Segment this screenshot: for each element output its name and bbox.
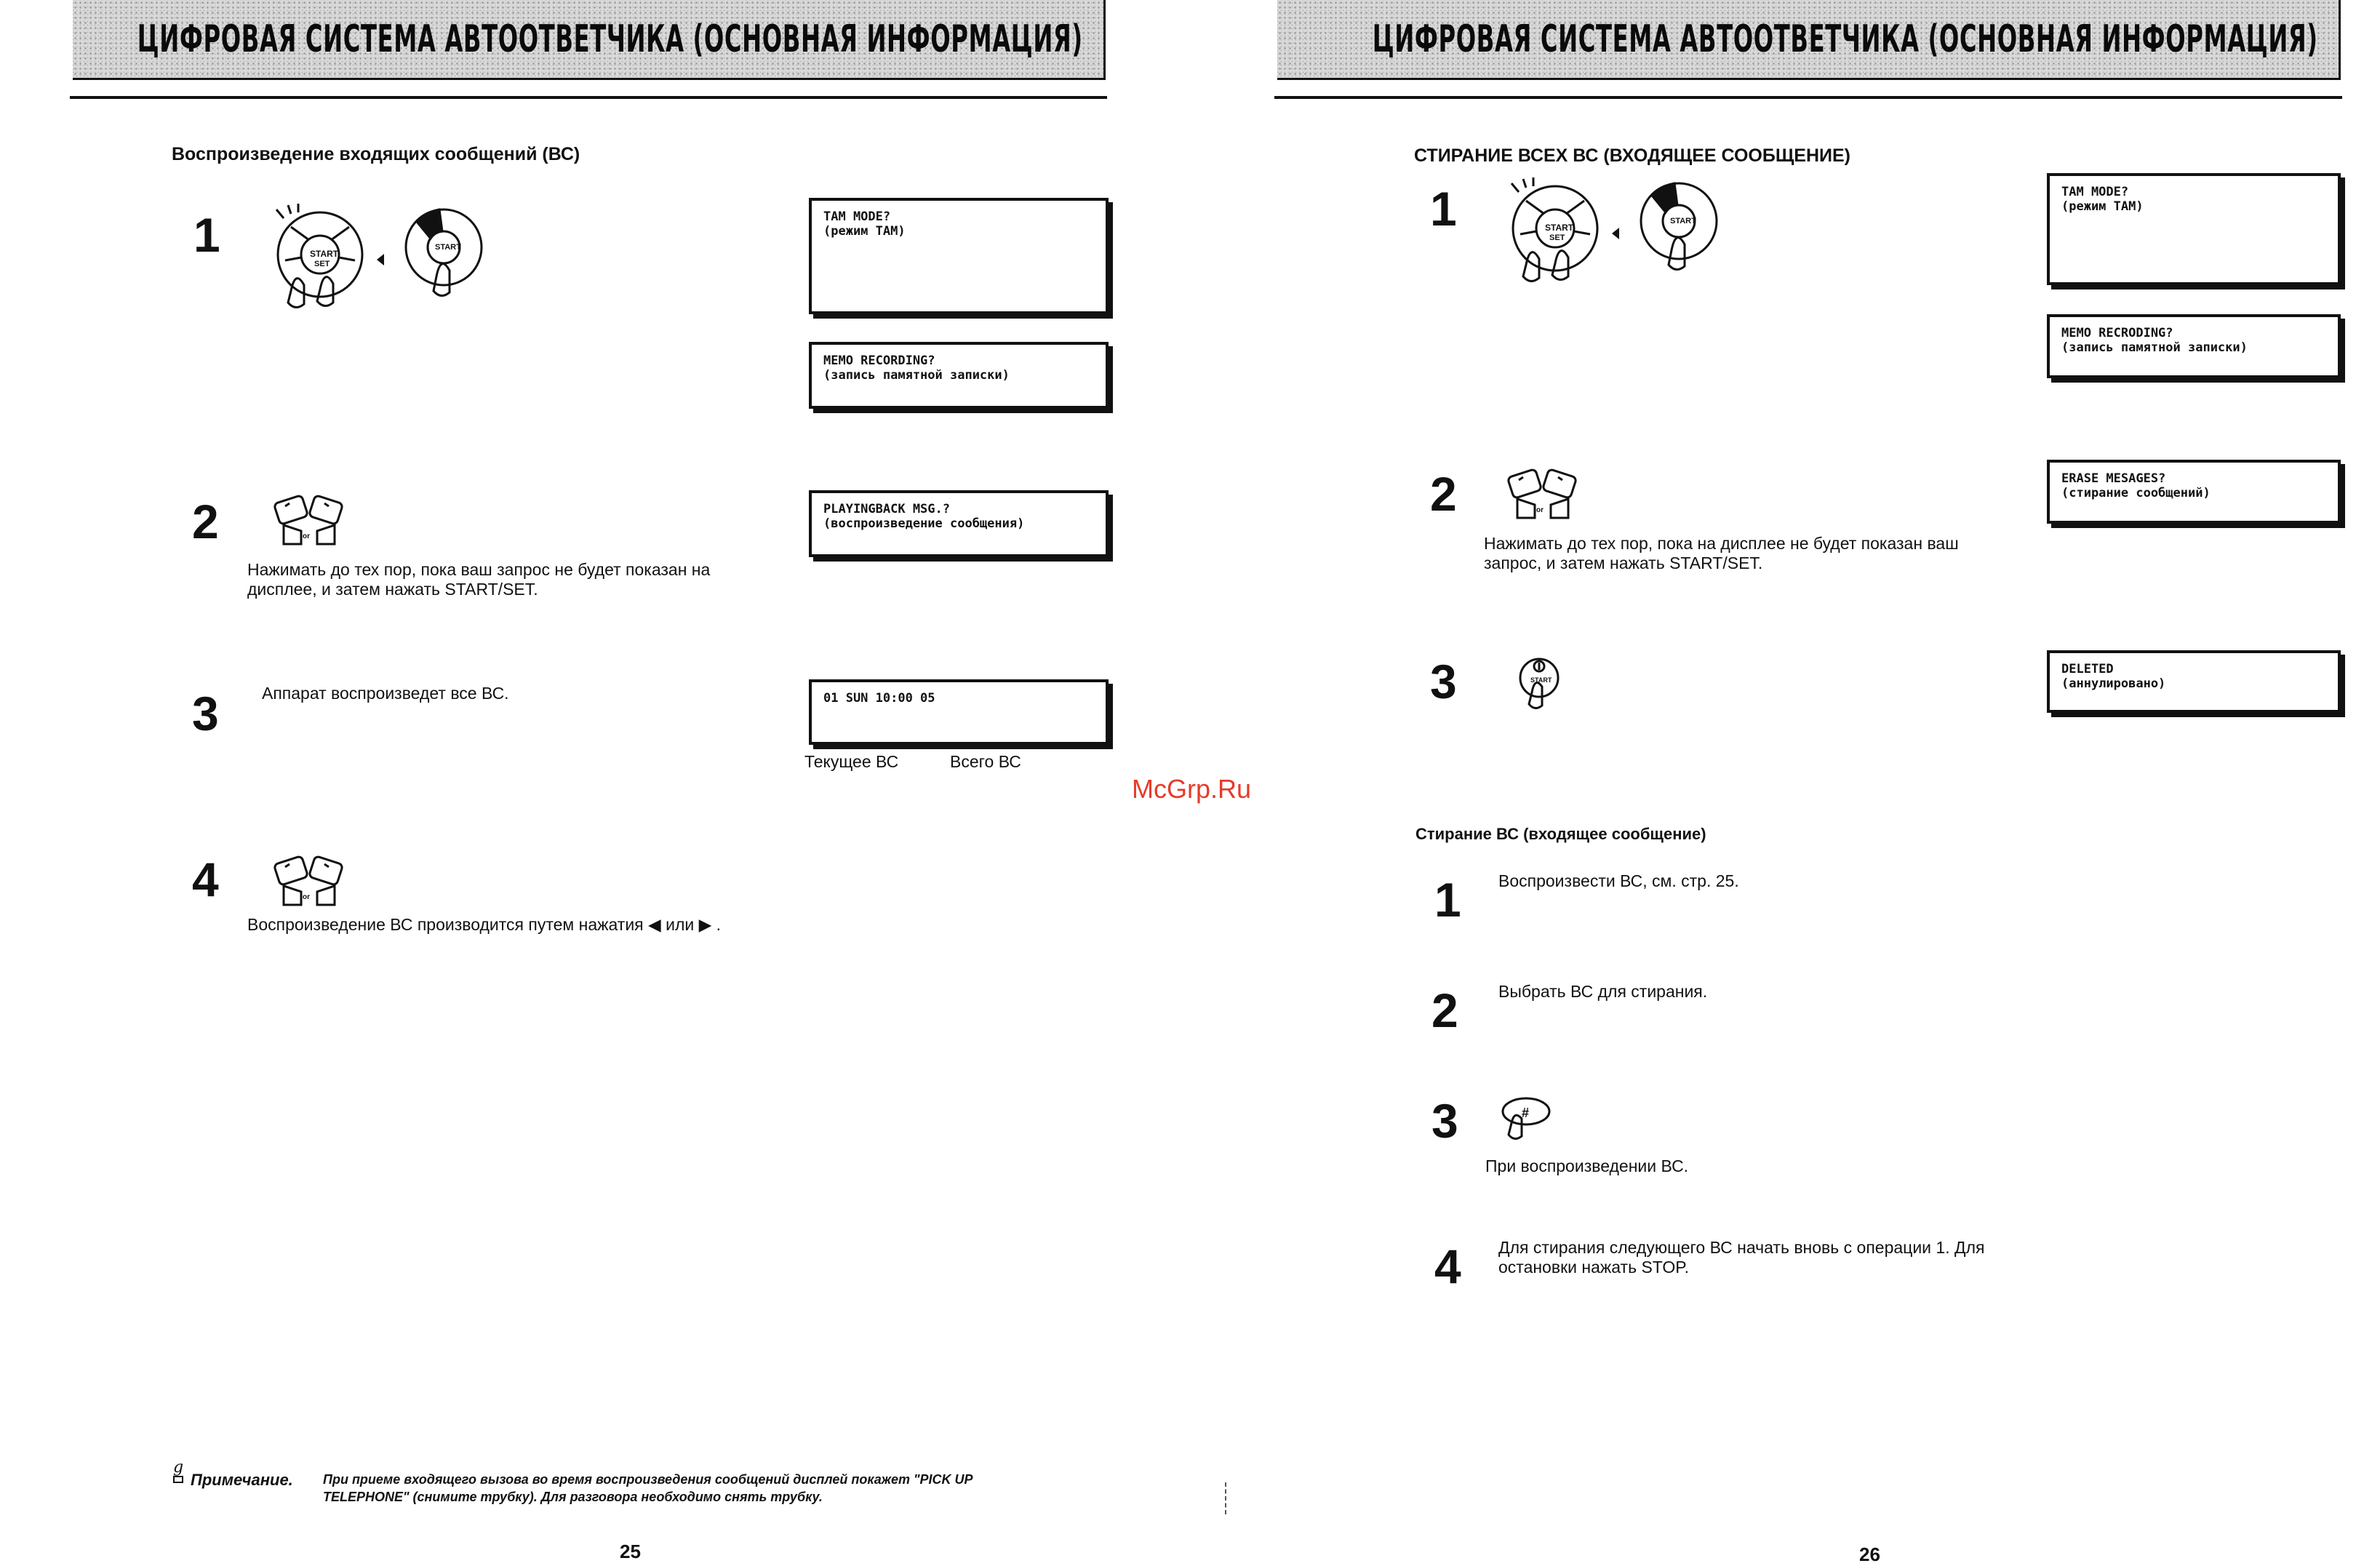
right-section2-heading: Стирание ВС (входящее сообщение) (1415, 825, 1706, 843)
watermark: McGrp.Ru (1132, 774, 1252, 804)
left-section-heading: Воспроизведение входящих сообщений (ВС) (172, 144, 580, 164)
svg-text:or: or (303, 893, 310, 901)
start-set-dial-icon (269, 204, 502, 313)
display-line-2: (запись памятной записки) (823, 368, 1010, 383)
left-page-number: 25 (620, 1541, 641, 1562)
display-line-2: (стирание сообщений) (2061, 486, 2211, 500)
right-step-1-number: 1 (1430, 182, 1457, 236)
right-step-2-number: 2 (1430, 467, 1457, 521)
left-step-3-number: 3 (192, 687, 219, 740)
left-step-1-number: 1 (193, 208, 220, 262)
svg-text:START: START (1670, 217, 1696, 225)
erase-step-3-text: При воспроизведении ВС. (1485, 1156, 1689, 1175)
right-banner-title: ЦИФРОВАЯ СИСТЕМА АВТООТВЕТЧИКА (ОСНОВНАЯ ИНФОРМАЦИЯ) (1373, 17, 2318, 61)
display-line-1: 01 SUN 10:00 05 (823, 691, 935, 706)
right-step-2-text: Нажимать до тех пор, пока на дисплее не будет показан ваш запрос, и затем нажать START/SET. (1484, 534, 1959, 572)
right-display-deleted (2047, 650, 2341, 713)
hash-button-icon (1498, 1095, 1554, 1142)
right-banner (1277, 0, 2341, 80)
svg-text:START: START (1545, 223, 1574, 233)
svg-text:or: or (303, 532, 310, 540)
display-line-1: MEMO RECORDING? (823, 353, 935, 368)
display-line-1: TAM MODE? (2061, 185, 2129, 199)
display-line-2: (режим TAM) (2061, 199, 2144, 214)
left-step-4-text: Воспроизведение ВС производится путем нажатия ◀ или ▶ . (247, 915, 722, 934)
left-step-2-text: Нажимать до тех пор, пока ваш запрос не будет показан на дисплее, и затем нажать START/SET. (247, 560, 711, 599)
left-banner-rule (70, 96, 1107, 99)
note-icon (172, 1459, 188, 1484)
right-page-number: 26 (1859, 1543, 1880, 1565)
erase-step-2-number: 2 (1431, 983, 1458, 1037)
total-messages-label: Всего ВС (950, 752, 1021, 771)
note-title: Примечание. (191, 1471, 293, 1489)
right-page (1190, 0, 2380, 1565)
left-display-counter (809, 679, 1109, 745)
right-display-tam-mode (2047, 173, 2341, 285)
current-message-label: Текущее ВС (804, 752, 899, 771)
display-line-1: DELETED (2061, 662, 2114, 676)
hand-press-arrows-icon (269, 852, 349, 911)
left-step-4-number: 4 (192, 852, 219, 906)
display-line-2: (режим TAM) (823, 224, 906, 239)
display-line-2: (запись памятной записки) (2061, 340, 2248, 355)
svg-text:START: START (1530, 676, 1552, 684)
display-line-1: PLAYINGBACK MSG.? (823, 502, 950, 516)
svg-text:SET: SET (314, 260, 330, 268)
svg-text:START: START (310, 249, 339, 259)
start-set-button-icon (1516, 656, 1567, 710)
svg-text:#: # (1522, 1106, 1530, 1120)
display-line-2: (воспроизведение сообщения) (823, 516, 1025, 531)
right-banner-rule (1274, 96, 2342, 99)
start-set-dial-icon (1504, 177, 1737, 287)
right-display-erase-messages (2047, 460, 2341, 524)
svg-text:or: or (1536, 506, 1544, 514)
display-line-1: ERASE MESAGES? (2061, 471, 2166, 486)
erase-step-3-number: 3 (1431, 1094, 1458, 1148)
hand-press-arrows-icon (1503, 466, 1583, 524)
display-line-2: (аннулировано) (2061, 676, 2166, 691)
display-line-1: MEMO RECRODING? (2061, 326, 2173, 340)
right-step-3-number: 3 (1430, 655, 1457, 708)
hand-press-arrows-icon (269, 492, 349, 550)
svg-text:START: START (435, 243, 461, 252)
left-step-3-text: Аппарат воспроизведет все ВС. (262, 684, 509, 703)
right-display-memo-recording (2047, 314, 2341, 378)
note-text: При приеме входящего вызова во время воспроизведения сообщений дисплей покажет "PICK UP TELEPHONE" (снимите трубку). Для разговора необходимо снять трубку. (323, 1472, 973, 1504)
svg-text:g: g (173, 1458, 184, 1477)
left-banner-title: ЦИФРОВАЯ СИСТЕМА АВТООТВЕТЧИКА (ОСНОВНАЯ ИНФОРМАЦИЯ) (137, 17, 1083, 61)
left-page (0, 0, 1190, 1565)
erase-step-4-number: 4 (1434, 1239, 1461, 1293)
left-display-playingback (809, 490, 1109, 557)
left-display-tam-mode (809, 198, 1109, 314)
left-step-2-number: 2 (192, 495, 219, 548)
erase-step-1-number: 1 (1434, 873, 1461, 927)
display-line-1: TAM MODE? (823, 209, 891, 224)
left-display-memo-recording (809, 342, 1109, 409)
erase-step-4-text: Для стирания следующего ВС начать вновь с операции 1. Для остановки нажать STOP. (1498, 1238, 1985, 1277)
erase-step-2-text: Выбрать ВС для стирания. (1498, 982, 1708, 1001)
right-section-heading: СТИРАНИЕ ВСЕХ ВС (ВХОДЯЩЕЕ СООБЩЕНИЕ) (1414, 145, 1850, 166)
erase-step-1-text: Воспроизвести ВС, см. стр. 25. (1498, 871, 1739, 890)
svg-text:SET: SET (1549, 233, 1565, 242)
left-banner (73, 0, 1106, 80)
